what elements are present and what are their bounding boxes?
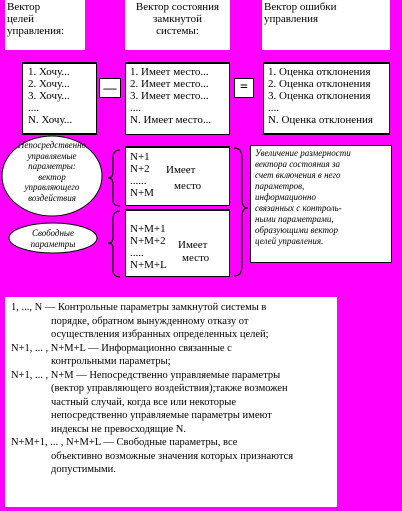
- direct-label-line: воздействия: [28, 192, 76, 203]
- state-header-line: системы:: [156, 25, 199, 37]
- ext2-item: N+M+L: [130, 259, 167, 271]
- legend-footnote: [5, 297, 337, 507]
- state-item: 3. Имеет место...: [130, 90, 209, 102]
- footnote-line: порядке, обратном вынужденному отказу от: [51, 315, 249, 327]
- note-line: целей управления.: [255, 236, 324, 246]
- state-header-line: Вектор состояния: [135, 1, 220, 13]
- direct-label-line: параметры:: [28, 161, 76, 171]
- note-line: счет включения в него: [255, 170, 341, 180]
- direct-label-line: управляющего: [24, 182, 80, 192]
- left-brace-lower: [108, 211, 120, 277]
- ext1-item: ......: [130, 175, 147, 187]
- footnote-line: контрольными параметры;: [51, 356, 171, 367]
- state-header-line: замкнутой: [153, 13, 202, 25]
- ext2-item: N+M+2: [130, 235, 166, 247]
- direct-params-label: [4, 140, 100, 203]
- ext1-item: N+2: [130, 163, 150, 175]
- minus-operator: —: [99, 78, 121, 98]
- free-params-label: [10, 228, 96, 249]
- note-line: образующими вектор: [255, 225, 338, 235]
- ext2-item: N+M+1: [130, 223, 166, 235]
- ext2-label-b: место: [182, 252, 210, 264]
- error-item: N. Оценка отклонения: [268, 114, 373, 126]
- error-item: ....: [268, 102, 279, 114]
- ext1-item: N+1: [130, 151, 150, 163]
- note-line: вектора состояния за: [255, 159, 340, 169]
- free-label-line: Свободные: [31, 228, 75, 238]
- note-line: Увеличение размерности: [255, 148, 351, 158]
- goals-header-line: Вектор: [7, 1, 41, 13]
- error-item: 2. Оценка отклонения: [268, 78, 371, 90]
- note-line: ными параметрами,: [255, 214, 334, 224]
- dimension-increase-note: [250, 145, 392, 263]
- footnote-line: N+M+1, ... , N+M+L — Свободные параметры, все: [11, 437, 238, 448]
- error-item: 1. Оценка отклонения: [268, 66, 371, 78]
- note-line: параметров,: [255, 181, 305, 191]
- left-brace-upper: [108, 150, 120, 206]
- error-item: 3. Оценка отклонения: [268, 90, 371, 102]
- footnote-line: (вектор управляющего воздействия);также возможен: [51, 383, 288, 394]
- footnote-line: объективно возможные значения которых признаются: [51, 450, 294, 462]
- footnote-line: осуществления избранных определенных целей;: [51, 329, 269, 340]
- goals-item: ....: [28, 102, 39, 114]
- free-label-line: параметры: [30, 238, 76, 249]
- footnote-line: частный случай, когда все или некоторые: [51, 396, 236, 408]
- direct-label-line: Непосредственно: [17, 140, 87, 150]
- error-header-line: Вектор ошибки: [264, 1, 337, 13]
- footnote-line: N+1, ... , N+M — Непосредственно управляемые параметры: [11, 369, 281, 381]
- footnote-line: 1, ..., N — Контрольные параметры замкнутой системы в: [11, 302, 267, 313]
- footnote-line: N+1, ... , N+M+L — Информационно связанные с: [11, 342, 232, 354]
- ext1-item: N+M: [130, 187, 154, 199]
- state-item: 1. Имеет место...: [130, 66, 209, 78]
- goals-header-line: целей: [7, 13, 35, 25]
- goals-item: 3. Хочу...: [28, 90, 70, 102]
- direct-label-line: вектор: [38, 171, 66, 182]
- error-header-line: управления: [264, 13, 319, 25]
- equals-operator: =: [234, 78, 254, 98]
- ext2-label-a: Имеет: [178, 239, 208, 251]
- state-item: 2. Имеет место...: [130, 78, 209, 90]
- ext1-label-a: Имеет: [166, 164, 196, 176]
- goals-item: N. Хочу...: [28, 114, 73, 126]
- ext1-label-b: место: [174, 180, 202, 192]
- note-line: информационно: [255, 192, 316, 202]
- footnote-line: допустимыми.: [51, 464, 116, 475]
- footnote-line: непосредственно управляемые параметры имеют: [51, 410, 272, 421]
- right-brace: [234, 148, 248, 276]
- state-item: ....: [130, 102, 141, 114]
- footnote-line: индексы не превосходящие N.: [51, 423, 186, 435]
- state-item: N. Имеет место...: [130, 114, 212, 126]
- goals-header-line: управления:: [7, 25, 65, 37]
- goals-item: 2. Хочу...: [28, 78, 70, 90]
- goals-item: 1. Хочу...: [28, 66, 70, 78]
- note-line: связанных с контроль-: [255, 203, 342, 213]
- direct-label-line: управляемые: [27, 150, 77, 161]
- ext2-item: .....: [130, 247, 144, 259]
